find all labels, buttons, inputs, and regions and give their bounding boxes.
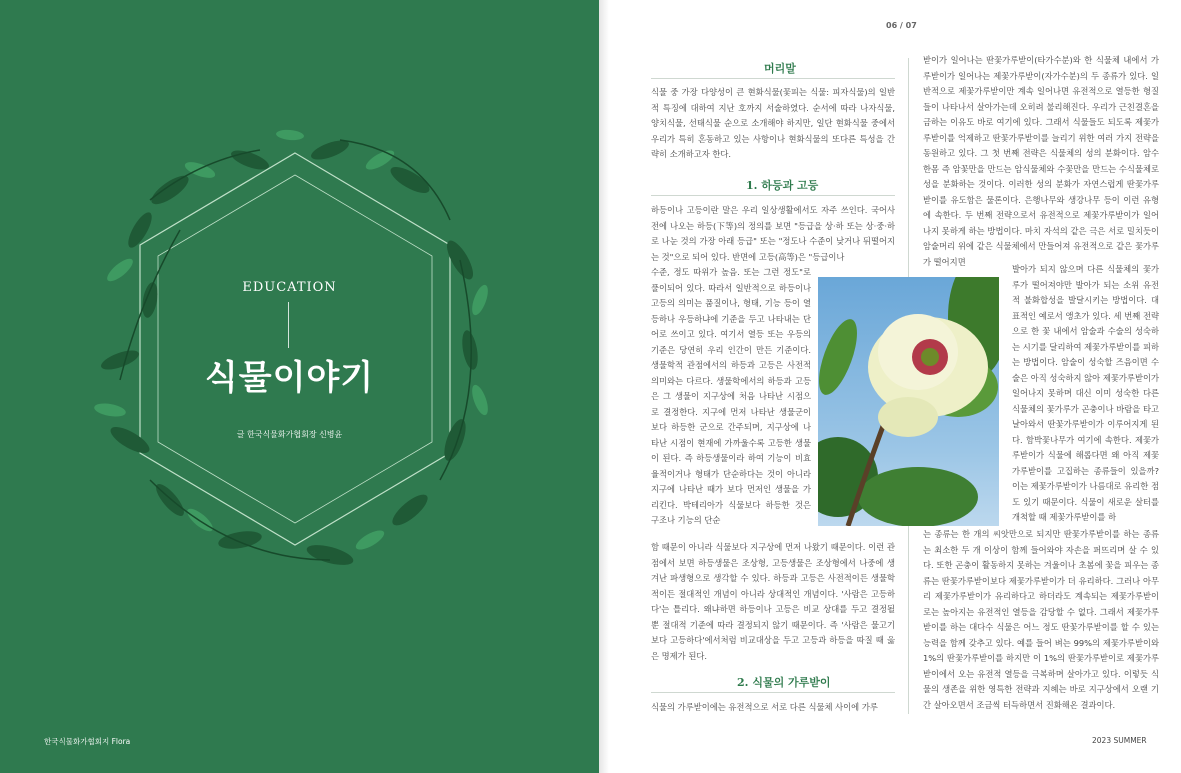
page-gutter <box>599 0 609 773</box>
category-label: EDUCATION <box>242 280 337 295</box>
section1-paragraph-b: 수준, 정도 따위가 높음. 또는 그런 정도"로 풀이되어 있다. 따라서 일반적으로 하등이나 고등의 의미는 품질이나, 형태, 기능 등이 열등하나 우등하냐에 기준을 두고 나타내는 단어로 쓰이고 있다. 여기서 열등 또는 우등의 기준은 당연히 우리 인간이 만든 기준이다. 생물학적 관점에서의 하등과 고등은 사전적 의미와는 다르다. 생물학에서의 하등과 고등은 그 생물이 지구상에 처음 나타난 시점으로 결정한다. 지구에 먼저 나타난 생물군이 보다 하등한 군으로 간주되며, 지구상에 나타난 시점이 현재에 가까울수록 고등한 생물이 된다. 즉 하등생물이라 하여 기능이 비효율적이거나 형태가 단순하다는 것이 아니라 지구에 나타난 때가 보다 먼저인 생물을 가리킨다. 박테리아가 식물보다 하등한 것은 구조나 기능의 단순 <box>651 267 811 525</box>
magnolia-photo <box>818 277 999 526</box>
issue-footer: 2023 SUMMER <box>1092 736 1147 745</box>
section-heading-intro: 머리말 <box>764 62 796 75</box>
journal-footer: 한국식물화가협회지 Flora <box>44 737 131 746</box>
page-number: 06 / 07 <box>886 21 917 30</box>
section1-paragraph-c: 함 때문이 아니라 식물보다 지구상에 먼저 나왔기 때문이다. 이런 관점에서 보면 하등생물은 조상형, 고등생물은 조상형에서 나중에 생겨난 파생형으로 생각할 수 있다. 하등과 고등은 사전적이든 생물학적이든 절대적인 개념이 아니라 상대적인 개념이다. '사람은 고등하다'는 틀리다. 왜냐하면 하등이나 고등은 비교 상대를 두고 결정될 뿐 절대적 기준에 따라 결정되지 않기 때문이다. 즉 '사람은 물고기보다 고등하다'에서처럼 비교대상을 두고 고등과 하등을 따질 때 옳은 명제가 된다. <box>651 542 895 661</box>
right-column-paragraph-b: 발아가 되지 않으며 다른 식물체의 꽃가루가 떨어져야만 발아가 되는 소위 유전적 불화합성을 발달시키는 방법이다. 대표적인 예로서 앵초가 있다. 세 번째 전략으로 한 꽃 내에서 암술과 수술의 성숙하는 시기를 달리하여 제꽃가루받이를 피하는 방법이다. 암술이 성숙할 즈음이면 수술은 아직 성숙하지 않아 제꽃가루받이가 일어나지 못하며 대신 이미 성숙한 다른 식물체의 꽃가루가 곤충이나 바람을 타고 날아와서 딴꽃가루받이가 이루어지게 된다. 함박꽃나무가 여기에 속한다. 제꽃가루받이가 식물에 해롭다면 왜 아직 제꽃가루받이를 고집하는 종류들이 있을까? 이는 제꽃가루받이가 나름대로 유리한 점도 있기 때문이다. 식물이 새로운 살터를 개척할 때 제꽃가루받이를 하 <box>1012 264 1159 522</box>
right-column-paragraph-c: 는 종류는 한 개의 씨앗만으로 되지만 딴꽃가루받이를 하는 종류는 최소한 두 개 이상이 함께 들어와야 자손을 퍼뜨리며 살 수 있다. 또한 곤충이 활동하지 못하는 겨울이나 초봄에 꽃을 피우는 종류는 딴꽃가루받이보다 제꽃가루받이가 더 유리하다. 그러나 아무리 제꽃가루받이가 유리하다고 하더라도 계속되는 제꽃가루받이로는 높아지는 유전적인 열등을 감당할 수 없다. 그래서 제꽃가루받이를 하는 대다수 식물은 어느 정도 딴꽃가루받이를 할 수 있는 능력을 함께 갖추고 있다. 예를 들어 벼는 99%의 제꽃가루받이와 1%의 딴꽃가루받이를 하지만 이 1%의 딴꽃가루받이로 제꽃가루받이에서 오는 유전적 열등을 극복하며 살아가고 있다. 이렇듯 식물의 생존을 위한 영특한 전략과 지혜는 바로 지구상에서 오랜 기간 살아오면서 조금씩 터득하면서 진화해온 결과이다. <box>923 529 1159 710</box>
section-rule <box>651 78 895 79</box>
section-rule <box>651 195 895 196</box>
section-rule <box>651 692 895 693</box>
intro-paragraph: 식물 중 가장 다양성이 큰 현화식물(꽃피는 식물: 피자식물)의 일반적 특징에 대하여 지난 호까지 서술하였다. 순서에 따라 나자식물, 양치식물, 선태식물 순으로 소개해야 하지만, 일단 현화식물 중에서 우리가 특히 혼동하고 있는 사항이나 현화식물의 또다른 특성을 간략히 소개하고자 한다. <box>651 87 895 159</box>
title-divider <box>288 302 289 348</box>
section-heading-2: 2. 식물의 가루받이 <box>737 676 831 689</box>
author-byline: 글 한국식물화가협회장 신병윤 <box>236 430 343 439</box>
section1-paragraph-a: 하등이나 고등이란 말은 우리 일상생활에서도 자주 쓰인다. 국어사전에 나오는 하등(下等)의 정의를 보면 "등급을 상·하 또는 상·중·하로 나눈 것의 가장 아래 등급" 또는 "정도나 수준이 낮거나 뒤떨어지는 것"으로 되어 있다. 반면에 고등(高等)은 "등급이나 <box>651 205 895 262</box>
section-heading-1: 1. 하등과 고등 <box>746 179 819 192</box>
section2-paragraph: 식물의 가루받이에는 유전적으로 서로 다른 식물체 사이에 가루 <box>651 702 878 712</box>
cover-title: 식물이야기 <box>204 358 375 398</box>
right-column-paragraph-a: 받이가 일어나는 딴꽃가루받이(타가수분)와 한 식물체 내에서 가루받이가 일어나는 제꽃가루받이(자가수분)의 두 종류가 있다. 일반적으로 제꽃가루받이만 계속 일어나면 유전적으로 열등한 형질들이 나타나서 살아가는데 오히려 불리해진다. 우리가 근친결혼을 금하는 이유도 바로 여기에 있다. 그래서 식물들도 되도록 제꽃가루받이를 억제하고 딴꽃가루받이를 늘리기 위한 여러 가지 전략을 동원하고 있다. 그 첫 번째 전략은 식물체의 성의 분화이다. 암수한몸 즉 암꽃만을 만드는 암식물체와 수꽃만을 만드는 수식물체로 성을 분화하는 것이다. 이러한 성의 분화가 자연스럽게 딴꽃가루받이를 유도함은 물론이다. 은행나무와 생강나무 등이 이런 유형에 속한다. 두 번째 전략으로서 유전적으로 제꽃가루받이가 일어나지 못하게 하는 방법이다. 마치 자석의 같은 극은 서로 밀치듯이 암술머리 위에 같은 식물체에서 만들어져 유전적으로 같은 꽃가루가 떨어지면 <box>923 55 1159 267</box>
